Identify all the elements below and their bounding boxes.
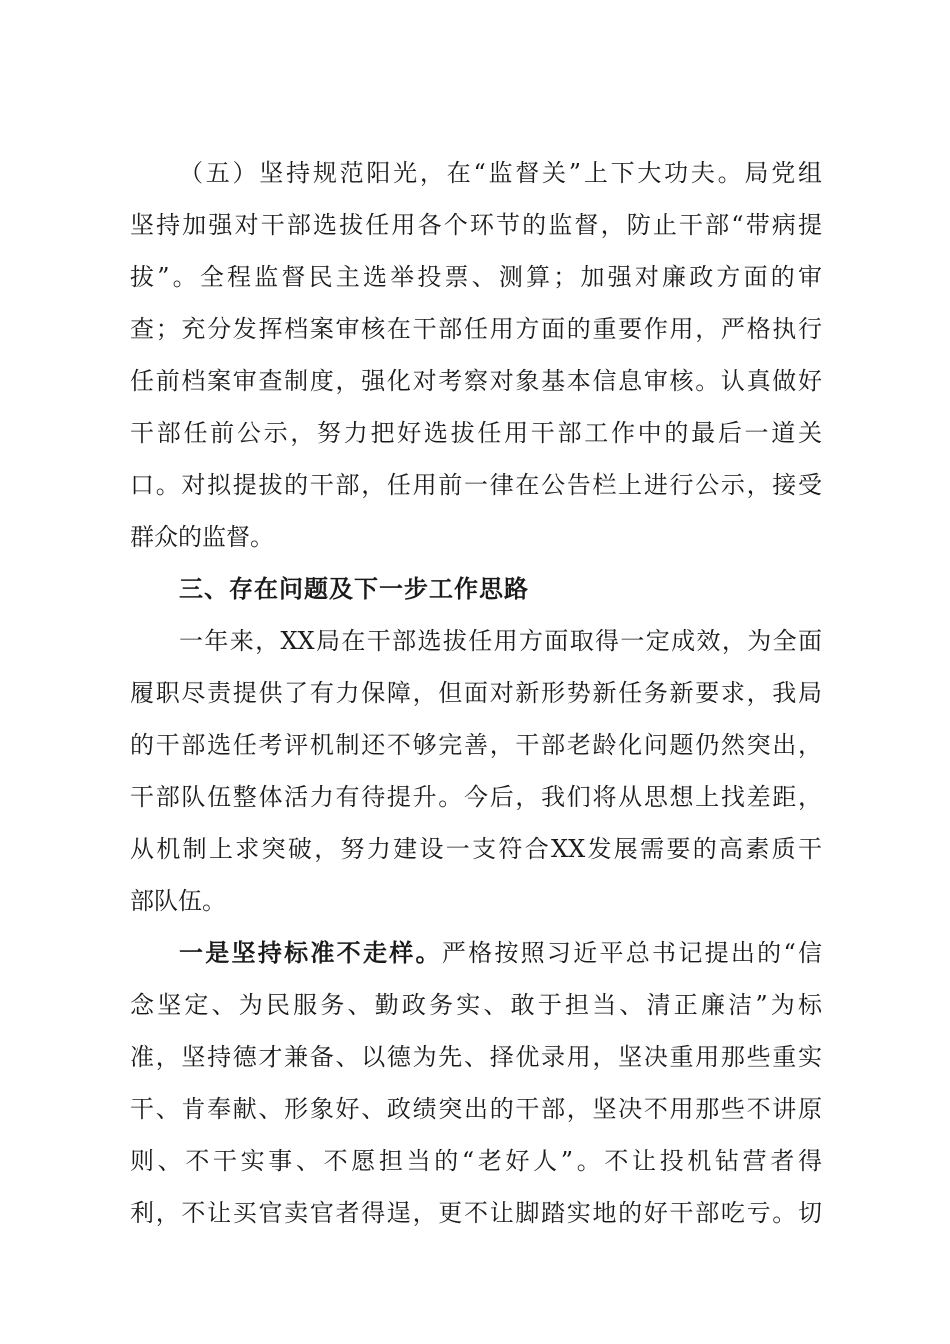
text-line: 一年来，XX局在干部选拔任用方面取得一定成效，为全面 [179, 627, 822, 655]
text-line: 则、不干实事、不愿担当的“老好人”。不让投机钻营者得 [130, 1147, 822, 1175]
text-line: 口。对拟提拔的干部，任用前一律在公告栏上进行公示，接受 [130, 471, 822, 499]
text-line: 的干部选任考评机制还不够完善，干部老龄化问题仍然突出， [130, 731, 822, 759]
text-line: 念坚定、为民服务、勤政务实、敢于担当、清正廉洁”为标 [130, 991, 822, 1019]
text-line: 履职尽责提供了有力保障，但面对新形势新任务新要求，我局 [130, 679, 822, 707]
text-line: 干部任前公示，努力把好选拔任用干部工作中的最后一道关 [130, 419, 822, 447]
text-line: 从机制上求突破，努力建设一支符合XX发展需要的高素质干 [130, 835, 822, 863]
paragraph-lead-rest: 严格按照习近平总书记提出的“信 [441, 939, 823, 967]
text-line: 准，坚持德才兼备、以德为先、择优录用，坚决重用那些重实 [130, 1043, 822, 1071]
text-line: 干、肯奉献、形象好、政绩突出的干部，坚决不用那些不讲原 [130, 1095, 822, 1123]
text-line: 任前档案审查制度，强化对考察对象基本信息审核。认真做好 [130, 367, 822, 395]
text-line: 拔”。全程监督民主选举投票、测算；加强对廉政方面的审 [130, 263, 822, 291]
text-line: 查；充分发挥档案审核在干部任用方面的重要作用，严格执行 [130, 315, 822, 343]
text-line: （五）坚持规范阳光，在“监督关”上下大功夫。局党组 [179, 159, 822, 187]
text-line: 群众的监督。 [130, 523, 274, 551]
text-line: 干部队伍整体活力有待提升。今后，我们将从思想上找差距， [130, 783, 822, 811]
text-line: 坚持加强对干部选拔任用各个环节的监督，防止干部“带病提 [130, 211, 822, 239]
text-line: 部队伍。 [130, 887, 226, 915]
paragraph-lead: 一是坚持标准不走样。 [179, 938, 442, 967]
text-line [179, 937, 822, 969]
section-heading: 三、存在问题及下一步工作思路 [179, 575, 529, 603]
text-line: 利，不让买官卖官者得逞，更不让脚踏实地的好干部吃亏。切 [130, 1199, 822, 1227]
